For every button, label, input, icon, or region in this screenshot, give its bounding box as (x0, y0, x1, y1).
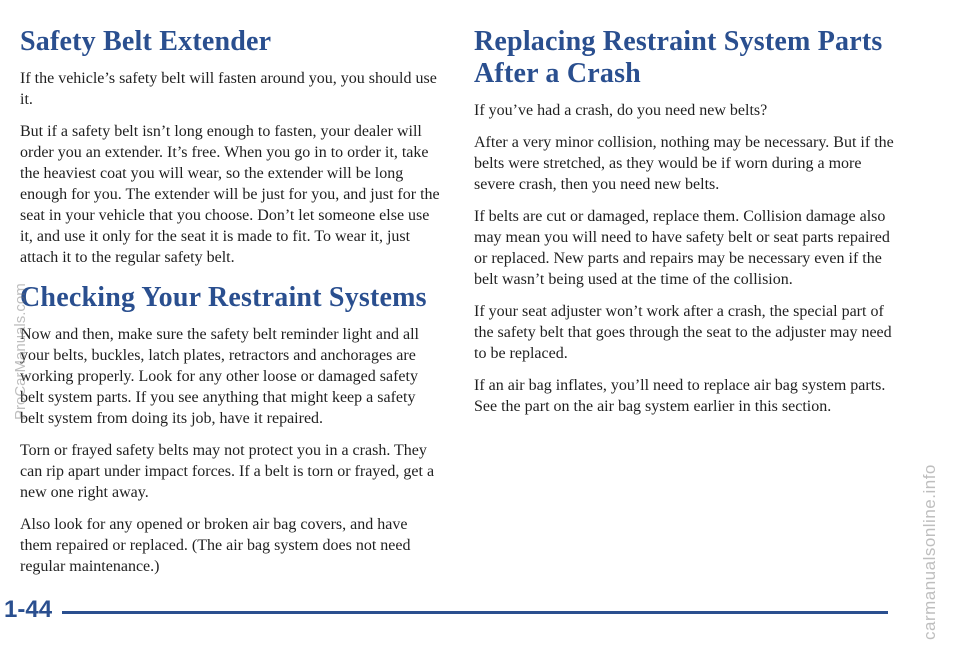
paragraph: But if a safety belt isn’t long enough to fasten, your dealer will order you an extender. It’s free. When you go in to order it, take the heaviest coat you will wear, so the extender will be long enough for you. The extender will be just for you, and just for the seat in your vehicle that you choose. Don’t let someone else use it, and use it only for the seat it is made to fit. To wear it, just attach it to the regular safety belt. (20, 123, 440, 266)
paragraph: If your seat adjuster won’t work after a crash, the special part of the safety belt that goes through the seat to the adjuster may need to be replaced. (474, 303, 892, 362)
paragraph: Now and then, make sure the safety belt reminder light and all your belts, buckles, latch plates, retractors and anchorages are working properly. Look for any other loose or damaged safety belt system parts. If you see anything that might keep a safety belt system from doing its job, have it repaired. (20, 326, 419, 427)
watermark-left: ProCarManuals.com (12, 283, 29, 420)
paragraph: If you’ve had a crash, do you need new belts? (474, 102, 768, 119)
section-title-replacing-restraint-parts: Replacing Restraint System Parts After a Crash (474, 26, 883, 89)
paragraph: Also look for any opened or broken air bag covers, and have them repaired or replaced. (The air bag system does not need regular maintenance.) (20, 516, 411, 575)
page-footer (0, 596, 960, 626)
section-title-safety-belt-extender: Safety Belt Extender (20, 26, 272, 57)
paragraph: Torn or frayed safety belts may not protect you in a crash. They can rip apart under impact forces. If a belt is torn or frayed, get a new one right away. (20, 442, 435, 501)
paragraph: After a very minor collision, nothing may be necessary. But if the belts were stretched, as they would be if worn during a more severe crash, then you need new belts. (474, 134, 894, 193)
footer-divider (62, 611, 888, 614)
right-column (474, 26, 894, 428)
paragraph: If the vehicle’s safety belt will fasten around you, you should use it. (20, 70, 437, 108)
section-title-checking-restraint-systems: Checking Your Restraint Systems (20, 282, 427, 313)
left-column (20, 26, 440, 588)
paragraph: If an air bag inflates, you’ll need to replace air bag system parts. See the part on the air bag system earlier in this section. (474, 377, 886, 415)
page-number: 1-44 (4, 596, 53, 623)
watermark-right: carmanualsonline.info (920, 464, 939, 640)
paragraph: If belts are cut or damaged, replace them. Collision damage also may mean you will need to have safety belt or seat parts repaired or replaced. New parts and repairs may be necessary even if the belt wasn’t being used at the time of the collision. (474, 208, 890, 288)
